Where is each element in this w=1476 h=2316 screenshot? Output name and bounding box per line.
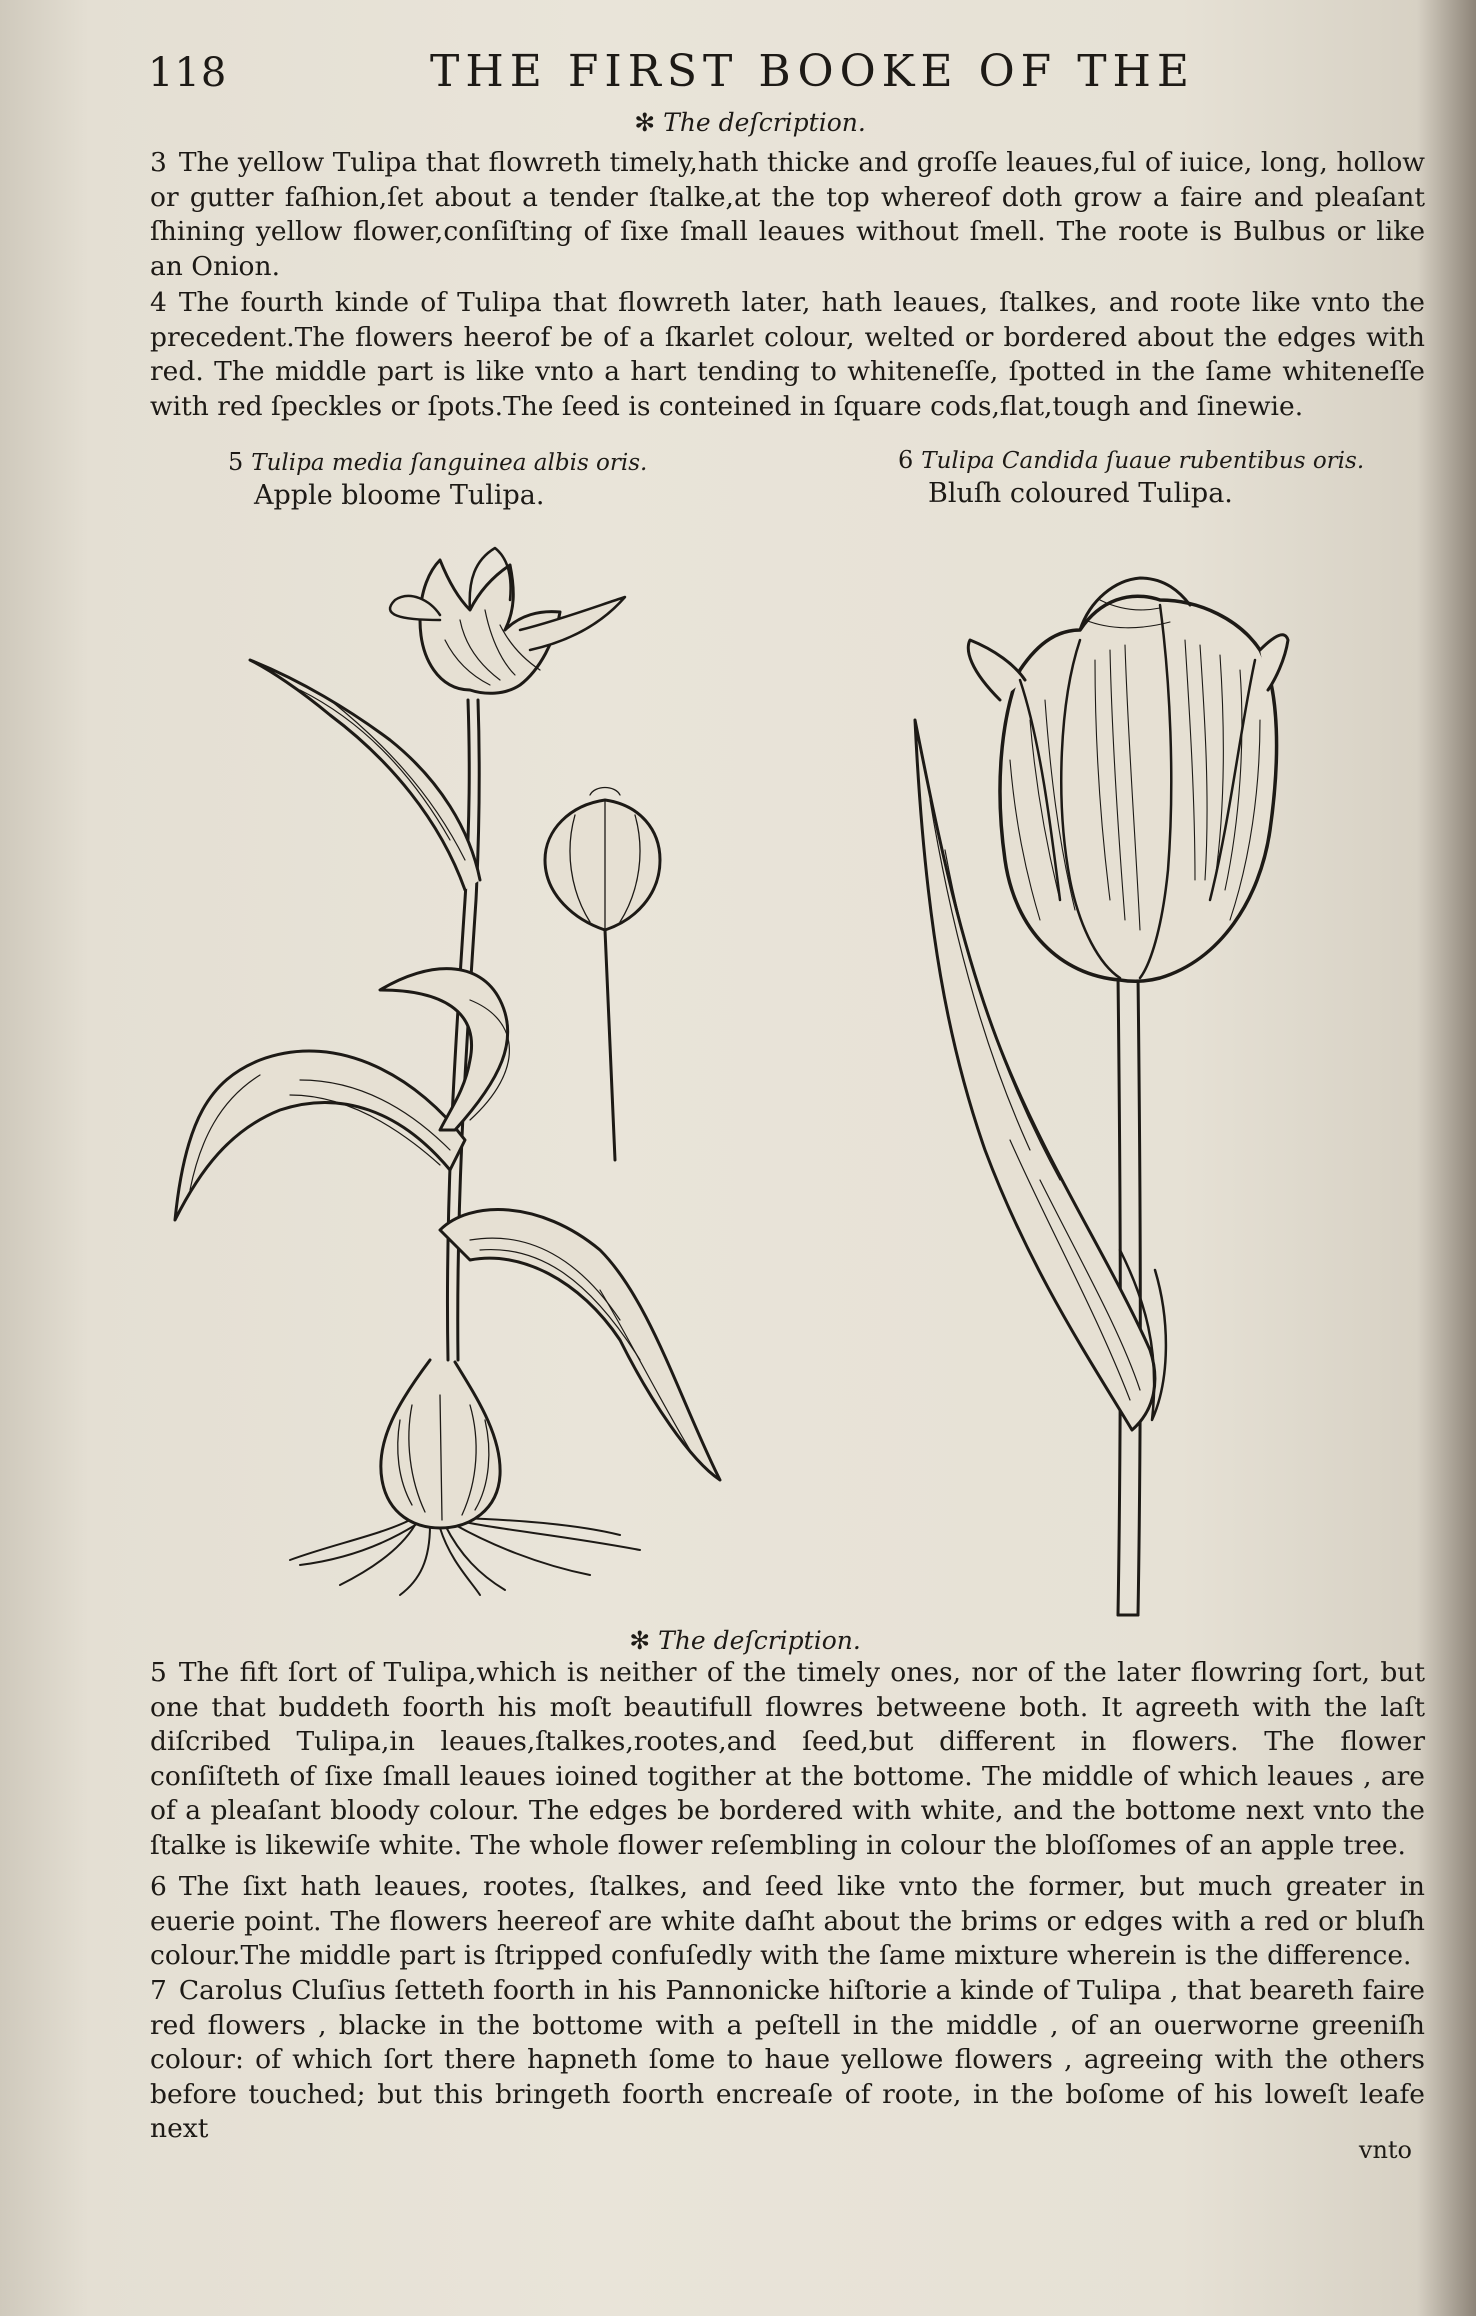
catchword: vnto <box>1358 2136 1412 2164</box>
paragraph-6 <box>150 1870 1425 1974</box>
paragraph-number: 3 <box>150 147 167 178</box>
woodcut-roots <box>290 1518 640 1595</box>
woodcut-apple-bloome-tulipa <box>175 548 720 1595</box>
paragraph-text: The fift ſort of Tulipa,which is neither of the timely ones, nor of the later flowring ſort, but one that buddeth foorth his moſt beautifull flowres betweene both. It agreeth with the laſt diſcribed Tulipa,in leaues,ſtalkes,rootes,and ſeed,but different in flowers. The flower conſiſteth of ſixe ſmall leaues ioined togither at the bottome. The middle of which leaues , are of a pleaſant bloody colour. The edges be bordered with white, and the bottome next vnto the ſtalke is likewiſe white. The whole flower reſembling in colour the bloſſomes of an apple tree. <box>150 1657 1425 1861</box>
paragraph-text: The fourth kinde of Tulipa that flowreth later, hath leaues, ſtalkes, and roote like vnto the precedent.The flowers heerof be of a ſkarlet colour, welted or bordered about the edges with red. The middle part is like vnto a hart tending to whiteneſſe, ſpotted in the ſame whiteneſſe with red ſpeckles or ſpots.The ſeed is conteined in ſquare cods,flat,tough and ſinewie. <box>150 287 1425 422</box>
section-heading-2-text: The deſcription. <box>658 1626 861 1655</box>
section-heading-2 <box>555 1626 935 1655</box>
paragraph-text: The yellow Tulipa that flowreth timely,hath thicke and groſſe leaues,ful of iuice, long, hollow or gutter faſhion,ſet about a tender ſtalke,at the top whereof doth grow a faire and pleaſant ſhining yellow flower,conſiſting of ſixe ſmall leaues without ſmell. The roote is Bulbus or like an Onion. <box>150 147 1425 282</box>
running-head: THE FIRST BOOKE OF THE <box>430 46 1196 97</box>
paragraph-text: The ſixt hath leaues, rootes, ſtalkes, and ſeed like vnto the former, but much greater in euerie point. The flowers heereof are white daſht about the brims or edges with a red or bluſh colour.The middle part is ſtripped confuſedly with the ſame mixture wherein is the difference. <box>150 1871 1425 1971</box>
paragraph-text: Carolus Cluſius ſetteth foorth in his Pannonicke hiſtorie a kinde of Tulipa , that beareth faire red flowers , blacke in the bottome with a peſtell in the middle , of an ouerworne greeniſh colour: of which ſort there hapneth ſome to haue yellowe flowers , agreeing with the others before touched; but this bringeth foorth encreaſe of roote, in the boſome of his loweſt leafe next <box>150 1975 1425 2144</box>
paragraph-number: 4 <box>150 287 167 318</box>
page-number: 118 <box>148 50 228 96</box>
paragraph-number: 5 <box>150 1657 167 1688</box>
paragraph-number: 6 <box>150 1871 167 1902</box>
figure-6-number: 6 <box>898 446 914 474</box>
paragraph-5 <box>150 1656 1425 1863</box>
fleuron-icon: ✻ <box>634 108 656 137</box>
figure-5-number: 5 <box>228 448 244 476</box>
woodcut-blush-coloured-tulipa <box>915 578 1288 1615</box>
paragraph-number: 7 <box>150 1975 167 2006</box>
figure-5-latin-name: Tulipa media ſanguinea albis oris. <box>251 450 648 476</box>
fleuron-icon: ✻ <box>629 1626 651 1655</box>
figure-6-english-name: Bluſh coloured Tulipa. <box>928 478 1233 509</box>
figure-5-english-name: Apple bloome Tulipa. <box>254 480 545 511</box>
paragraph-7 <box>150 1974 1425 2147</box>
figure-6-latin-name: Tulipa Candida ſuaue rubentibus oris. <box>921 448 1365 474</box>
section-heading-1-text: The deſcription. <box>663 108 866 137</box>
